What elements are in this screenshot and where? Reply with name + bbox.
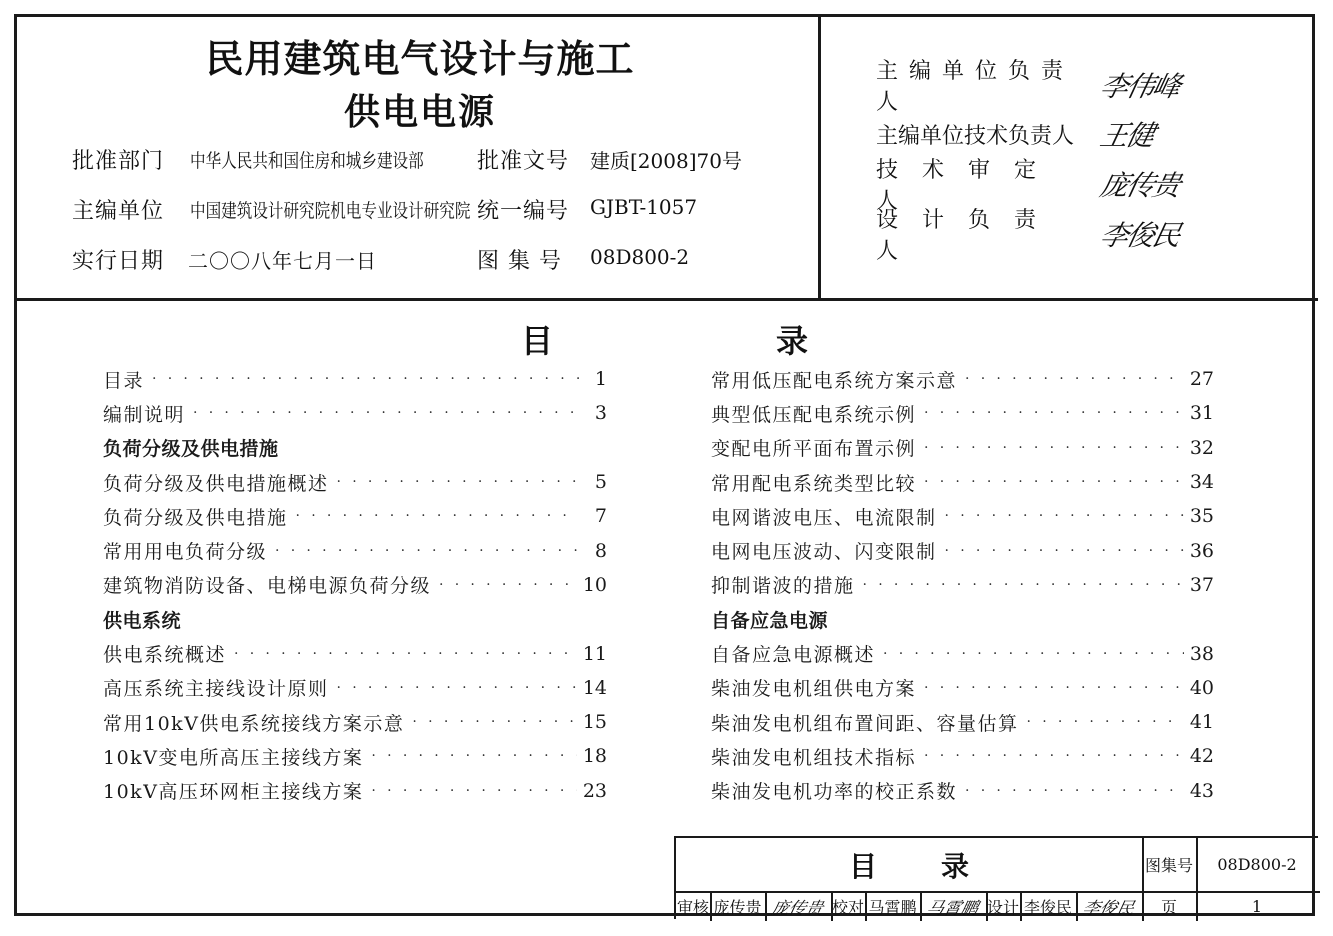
toc-item[interactable] [103, 636, 607, 670]
responsible-row [876, 158, 1183, 214]
meta-value-atlas-no: 08D800-2 [590, 245, 690, 269]
toc-item-text: 负荷分级及供电措施概述 [103, 469, 333, 496]
dot-leader [965, 369, 1184, 389]
toc-item[interactable] [711, 774, 1214, 808]
meta-value-effective-date: 二〇〇八年七月一日 [188, 249, 377, 273]
toc-section-heading [711, 602, 1214, 636]
meta-value-approval-no: 建质[2008]70号 [590, 149, 742, 173]
toc-item-text: 柴油发电机功率的校正系数 [711, 777, 961, 804]
toc-item-text: 10kV变电所高压主接线方案 [103, 743, 367, 770]
responsible-label: 技术审定人 [876, 158, 1061, 214]
dot-leader [337, 472, 579, 492]
signature: 李俊民 [1097, 219, 1183, 252]
drawing-title: 目录 [848, 849, 1033, 883]
dot-leader [371, 781, 576, 801]
toc-item[interactable] [711, 533, 1214, 567]
toc-item-text: 抑制谐波的措施 [711, 571, 859, 598]
toc-item[interactable] [103, 739, 607, 773]
toc-section-heading [103, 602, 607, 636]
toc-item-text: 常用配电系统类型比较 [711, 469, 920, 496]
toc-item-page: 3 [583, 402, 607, 424]
meta-value-chief-unit: 中国建筑设计研究院机电专业设计研究院 [190, 200, 471, 222]
dot-leader [275, 541, 579, 561]
toc-item-page: 42 [1189, 745, 1214, 768]
check-name: 马霄鹏 [868, 897, 917, 917]
toc-item-page: 14 [582, 676, 607, 699]
toc-section-text: 自备应急电源 [711, 606, 832, 633]
toc-item-text: 变配电所平面布置示例 [711, 434, 920, 461]
dot-leader [965, 781, 1184, 801]
atlas-no-value: 08D800-2 [1217, 855, 1297, 874]
toc-item-page: 27 [1189, 368, 1214, 391]
meta-label-approval-no: 批准文号 [477, 149, 570, 174]
dot-leader [945, 541, 1184, 561]
toc-item-text: 负荷分级及供电措施 [103, 503, 292, 530]
design-name: 李俊民 [1023, 897, 1072, 917]
dot-leader [234, 644, 577, 664]
toc-item-text: 柴油发电机组技术指标 [711, 743, 920, 770]
atlas-title: 民用建筑电气设计与施工 [205, 37, 635, 81]
responsible-row [876, 59, 1183, 115]
signature: 李伟峰 [1097, 70, 1183, 103]
toc-left-column [103, 362, 607, 808]
check-label: 校对 [831, 897, 864, 917]
toc-item[interactable] [103, 465, 607, 499]
toc-item-text: 目录 [103, 366, 148, 393]
toc-heading-left: 目 [521, 322, 554, 360]
toc-item-text: 常用10kV供电系统接线方案示意 [103, 709, 408, 736]
toc-item-page: 41 [1189, 711, 1214, 734]
toc-item-page: 11 [582, 642, 607, 665]
toc-item[interactable] [103, 671, 607, 705]
toc-item-page: 18 [582, 745, 607, 768]
toc-heading-right: 录 [776, 322, 809, 360]
toc-item-page: 23 [582, 779, 607, 802]
page-value: 1 [1251, 896, 1263, 916]
toc-item[interactable] [711, 568, 1214, 602]
toc-item-text: 典型低压配电系统示例 [711, 400, 920, 427]
header-divider [14, 298, 1318, 301]
toc-item[interactable] [711, 636, 1214, 670]
meta-label-approval-dept: 批准部门 [72, 149, 165, 174]
toc-item[interactable] [103, 362, 607, 396]
toc-item-page: 8 [583, 540, 607, 562]
toc-item[interactable] [711, 465, 1214, 499]
signature: 庞传贵 [1097, 169, 1183, 202]
design-label: 设计 [986, 897, 1019, 917]
toc-item[interactable] [103, 396, 607, 430]
meta-label-unified-no: 统一编号 [477, 199, 570, 224]
toc-item-text: 建筑物消防设备、电梯电源负荷分级 [103, 571, 435, 598]
dot-leader [924, 438, 1184, 458]
toc-section-heading [103, 431, 607, 465]
page-label: 页 [1160, 897, 1177, 917]
toc-item-page: 40 [1189, 676, 1214, 699]
toc-item-text: 电网电压波动、闪变限制 [711, 537, 941, 564]
toc-item-text: 高压系统主接线设计原则 [103, 674, 333, 701]
meta-value-approval-dept: 中华人民共和国住房和城乡建设部 [190, 150, 424, 172]
toc-item-text: 供电系统概述 [103, 640, 230, 667]
dot-leader [296, 506, 579, 526]
title-block [674, 836, 1318, 919]
toc-item[interactable] [103, 568, 607, 602]
dot-leader [1027, 712, 1184, 732]
atlas-no-label: 图集号 [1144, 856, 1193, 875]
atlas-subtitle: 供电电源 [343, 92, 496, 133]
toc-item-page: 38 [1189, 642, 1214, 665]
toc-item-text: 编制说明 [103, 400, 189, 427]
header-vertical-divider [818, 14, 821, 300]
toc-item-page: 31 [1189, 402, 1214, 425]
meta-label-atlas-no: 图 集 号 [477, 249, 562, 274]
toc-item-text: 10kV高压环网柜主接线方案 [103, 777, 367, 804]
toc-item-page: 37 [1189, 573, 1214, 596]
toc-item-text: 电网谐波电压、电流限制 [711, 503, 941, 530]
check-signature: 马霄鹏 [924, 898, 981, 919]
toc-item[interactable] [711, 499, 1214, 533]
toc-section-text: 负荷分级及供电措施 [103, 434, 283, 461]
review-label: 审核 [676, 897, 709, 917]
toc-item-page: 34 [1189, 471, 1214, 494]
toc-item-text: 自备应急电源概述 [711, 640, 879, 667]
dot-leader [924, 403, 1184, 423]
dot-leader [924, 746, 1184, 766]
toc-item-page: 32 [1189, 436, 1214, 459]
toc-item[interactable] [103, 774, 607, 808]
review-signature: 庞传贵 [769, 898, 826, 919]
toc-item-page: 36 [1189, 539, 1214, 562]
dot-leader [439, 575, 577, 595]
meta-value-unified-no: GJBT-1057 [590, 195, 698, 219]
dot-leader [883, 644, 1184, 664]
dot-leader [863, 575, 1184, 595]
toc-item[interactable] [711, 431, 1214, 465]
design-signature: 李俊民 [1080, 898, 1137, 919]
review-name: 庞传贵 [713, 897, 762, 917]
toc-item-page: 43 [1189, 779, 1214, 802]
toc-item-page: 10 [582, 573, 607, 596]
toc-item-text: 常用用电负荷分级 [103, 537, 271, 564]
meta-label-effective-date: 实行日期 [72, 249, 165, 274]
dot-leader [152, 369, 579, 389]
toc-item[interactable] [103, 499, 607, 533]
toc-item[interactable] [711, 705, 1214, 739]
toc-item-page: 7 [583, 505, 607, 527]
toc-item[interactable] [711, 739, 1214, 773]
toc-item[interactable] [711, 396, 1214, 430]
toc-section-text: 供电系统 [103, 606, 185, 633]
responsible-label: 设计负责人 [876, 208, 1061, 264]
dot-leader [193, 403, 579, 423]
dot-leader [924, 678, 1184, 698]
responsible-row [876, 119, 1157, 152]
dot-leader [924, 472, 1184, 492]
toc-item[interactable] [103, 533, 607, 567]
dot-leader [412, 712, 576, 732]
toc-item-text: 柴油发电机组布置间距、容量估算 [711, 709, 1023, 736]
toc-item[interactable] [711, 671, 1214, 705]
responsible-row [876, 208, 1183, 264]
responsible-label: 主编单位负责人 [876, 59, 1075, 115]
toc-item[interactable] [711, 362, 1214, 396]
signature: 王健 [1097, 119, 1157, 152]
toc-item[interactable] [103, 705, 607, 739]
responsible-label: 主编单位技术负责人 [876, 123, 1075, 149]
toc-item-page: 1 [583, 368, 607, 390]
meta-label-chief-unit: 主编单位 [72, 199, 165, 224]
dot-leader [945, 506, 1184, 526]
toc-item-text: 常用低压配电系统方案示意 [711, 366, 961, 393]
toc-item-text: 柴油发电机组供电方案 [711, 674, 920, 701]
toc-item-page: 35 [1189, 505, 1214, 528]
toc-right-column [711, 362, 1214, 808]
toc-item-page: 15 [582, 711, 607, 734]
toc-item-page: 5 [583, 471, 607, 493]
dot-leader [337, 678, 577, 698]
dot-leader [371, 746, 576, 766]
